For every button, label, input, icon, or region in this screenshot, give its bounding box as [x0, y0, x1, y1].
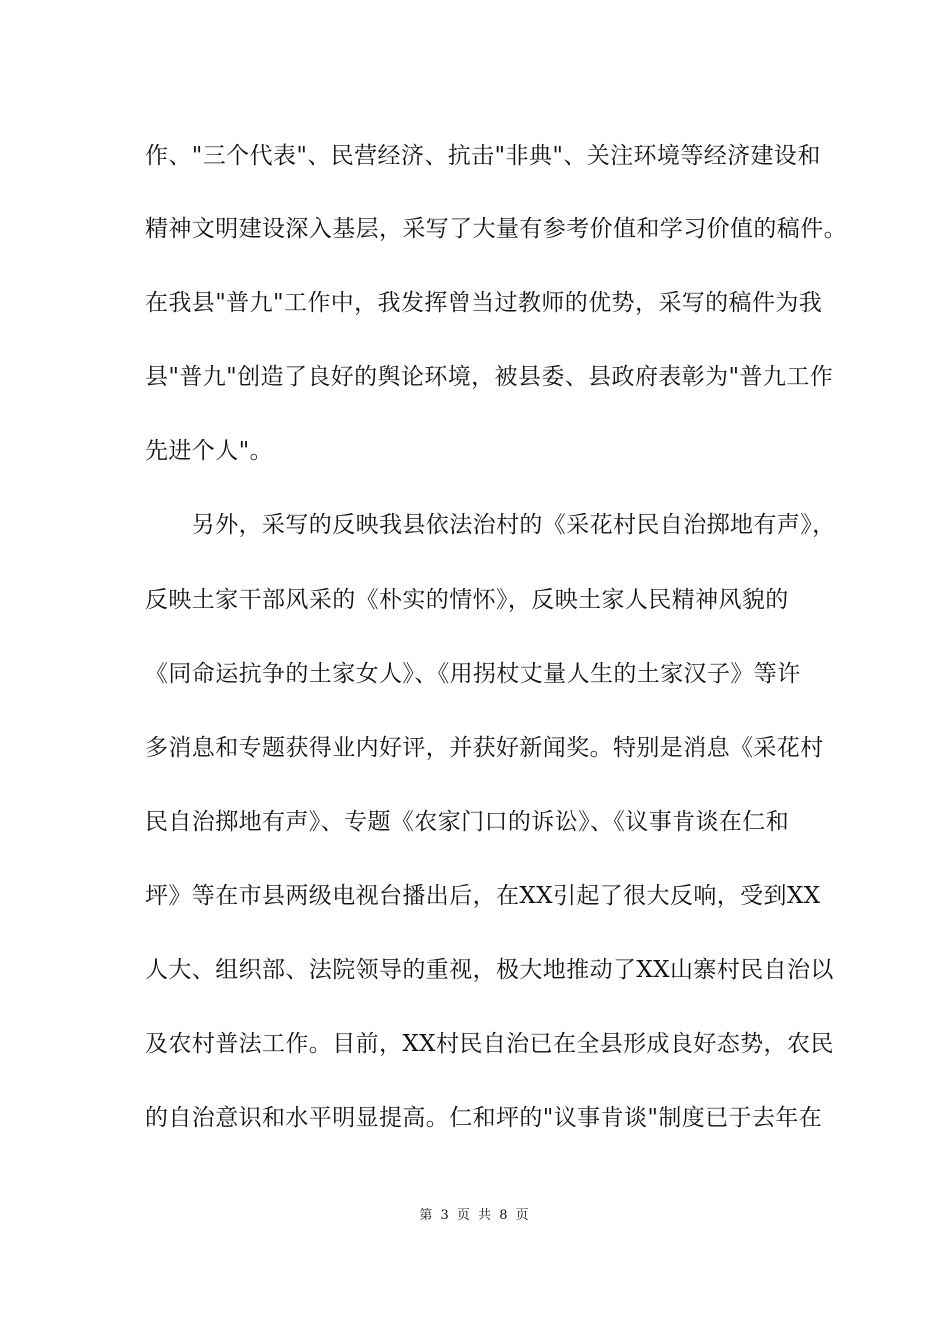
- text-line: 另外，采写的反映我县依法治村的《采花村民自治掷地有声》，: [145, 512, 836, 538]
- text-line: 民自治掷地有声》、专题《农家门口的诉讼》、《议事肯谈在仁和: [145, 809, 790, 835]
- text-line: 多消息和专题获得业内好评，并获好新闻奖。特别是消息《采花村: [145, 735, 824, 761]
- text-line: 精神文明建设深入基层，采写了大量有参考价值和学习价值的稿件。: [145, 216, 847, 242]
- text-line: 反映土家干部风采的《朴实的情怀》，反映土家人民精神风貌的: [145, 587, 789, 613]
- text-line: 县"普九"创造了良好的舆论环境，被县委、县政府表彰为"普九工作: [145, 364, 834, 390]
- text-line: 坪》等在市县两级电视台播出后，在XX引起了很大反响，受到XX: [145, 883, 821, 909]
- text-line: 先进个人"。: [145, 438, 273, 464]
- text-line: 作、"三个代表"、民营经济、抗击"非典"、关注环境等经济建设和: [145, 143, 821, 169]
- text-line: 的自治意识和水平明显提高。仁和坪的"议事肯谈"制度已于去年在: [145, 1105, 823, 1131]
- text-line: 人大、组织部、法院领导的重视，极大地推动了XX山寨村民自治以: [145, 957, 834, 983]
- text-line: 《同命运抗争的土家女人》、《用拐杖丈量人生的土家汉子》等许: [145, 661, 801, 687]
- text-line: 在我县"普九"工作中，我发挥曾当过教师的优势，采写的稿件为我: [145, 290, 823, 316]
- text-line: 及农村普法工作。目前，XX村民自治已在全县形成良好态势，农民: [145, 1031, 834, 1057]
- page-number: 第 3 页 共 8 页: [419, 1208, 531, 1223]
